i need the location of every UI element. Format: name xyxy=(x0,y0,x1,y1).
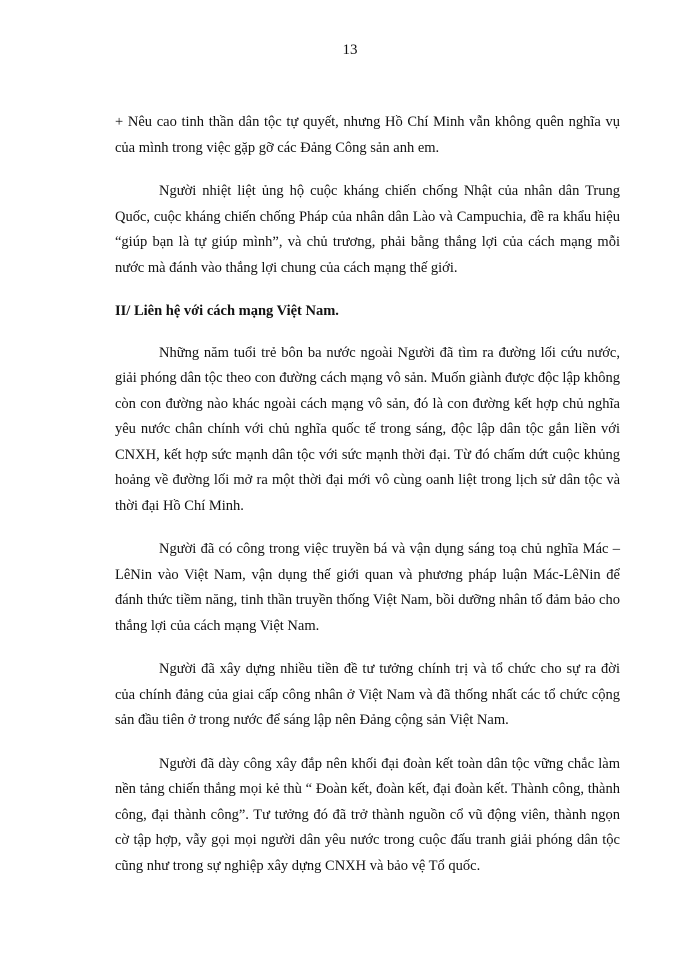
paragraph: Người nhiệt liệt ủng hộ cuộc kháng chiến chống Nhật của nhân dân Trung Quốc, cuộc kháng chiến chống Pháp của nhân dân Lào và Campuchia, đề ra khẩu hiệu “giúp bạn là tự giúp mình”, và chủ trương, phải bằng thắng lợi của cách mạng mỗi nước mà đánh vào thắng lợi chung của cách mạng thế giới. xyxy=(115,183,620,276)
paragraph-bullet: + Nêu cao tinh thần dân tộc tự quyết, nhưng Hồ Chí Minh vẫn không quên nghĩa vụ của mình trong việc gặp gỡ các Đảng Công sản anh em. xyxy=(115,114,620,156)
paragraph: Người đã có công trong việc truyền bá và vận dụng sáng toạ chủ nghĩa Mác – LêNin vào Việt Nam, vận dụng thế giới quan và phương pháp luận Mác-LêNin để đánh thức tiềm năng, tinh thần truyền thống Việt Nam, bồi dưỡng nhân tố đảm bảo cho thắng lợi của cách mạng Việt Nam. xyxy=(115,541,620,634)
paragraph: Người đã dày công xây đắp nên khối đại đoàn kết toàn dân tộc vững chắc làm nền tảng chiến thắng mọi kẻ thù “ Đoàn kết, đoàn kết, đại đoàn kết. Thành công, thành công, đại thành công”. Tư tưởng đó đã trở thành nguồn cổ vũ động viên, thành ngọn cờ tập hợp, vẫy gọi mọi người dân yêu nước trong cuộc đấu tranh giải phóng dân tộc cũng như trong sự nghiệp xây dựng CNXH và bảo vệ Tổ quốc. xyxy=(115,755,620,874)
paragraph: Những năm tuổi trẻ bôn ba nước ngoài Người đã tìm ra đường lối cứu nước, giải phóng dân tộc theo con đường cách mạng vô sản. Muốn giành được độc lập không còn con đường nào khác ngoài cách mạng vô sản, đó là con đường kết hợp chủ nghĩa yêu nước chân chính với chủ nghĩa quốc tế trong sáng, độc lập dân tộc gắn liền với CNXH, kết hợp sức mạnh dân tộc với sức mạnh thời đại. Từ đó chấm dứt cuộc khủng hoảng về đường lối mở ra một thời đại mới vô cùng oanh liệt trong lịch sử dân tộc và thời đại Hồ Chí Minh. xyxy=(115,344,621,514)
page-number: 13 xyxy=(342,42,358,58)
paragraph: Người đã xây dựng nhiều tiền đề tư tưởng chính trị và tổ chức cho sự ra đời của chính đảng của giai cấp công nhân ở Việt Nam và đã thống nhất các tổ chức cộng sản đầu tiên ở trong nước để sáng lập nên Đảng cộng sản Việt Nam. xyxy=(115,661,620,728)
page-content xyxy=(115,110,620,897)
section-heading: II/ Liên hệ với cách mạng Việt Nam. xyxy=(115,303,339,319)
